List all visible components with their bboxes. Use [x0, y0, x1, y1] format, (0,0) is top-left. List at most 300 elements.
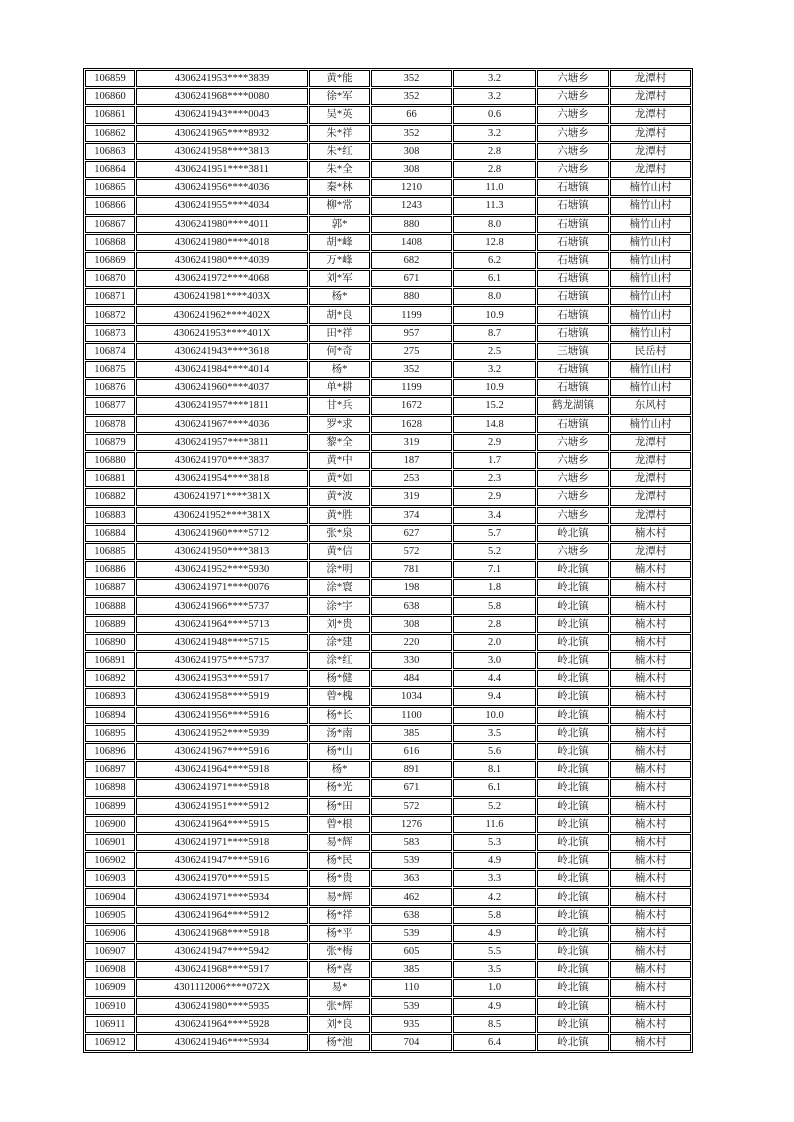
cell-name: 杨*平 [309, 925, 370, 942]
cell-serial: 106906 [85, 925, 135, 942]
table-row [85, 961, 691, 978]
cell-village: 民岳村 [610, 343, 691, 360]
cell-id-number: 4306241958****5919 [136, 688, 308, 705]
cell-town: 岭北镇 [537, 943, 609, 960]
table-row [85, 925, 691, 942]
table-row [85, 670, 691, 687]
cell-id-number: 4306241971****5918 [136, 779, 308, 796]
cell-serial: 106885 [85, 543, 135, 560]
cell-village: 楠竹山村 [610, 325, 691, 342]
cell-village: 楠木村 [610, 852, 691, 869]
cell-serial: 106899 [85, 798, 135, 815]
cell-amount: 319 [371, 488, 452, 505]
table-row [85, 470, 691, 487]
cell-area: 6.1 [453, 270, 536, 287]
cell-id-number: 4306241968****5918 [136, 925, 308, 942]
cell-id-number: 4306241952****381X [136, 507, 308, 524]
cell-id-number: 4306241964****5928 [136, 1016, 308, 1033]
cell-serial: 106873 [85, 325, 135, 342]
cell-id-number: 4306241971****381X [136, 488, 308, 505]
cell-serial: 106901 [85, 834, 135, 851]
cell-serial: 106898 [85, 779, 135, 796]
cell-amount: 1243 [371, 197, 452, 214]
cell-amount: 198 [371, 579, 452, 596]
cell-name: 杨* [309, 361, 370, 378]
cell-town: 六塘乡 [537, 143, 609, 160]
cell-id-number: 4306241968****0080 [136, 88, 308, 105]
cell-amount: 781 [371, 561, 452, 578]
cell-id-number: 4306241947****5916 [136, 852, 308, 869]
table-row [85, 707, 691, 724]
cell-amount: 671 [371, 270, 452, 287]
cell-id-number: 4306241947****5942 [136, 943, 308, 960]
cell-village: 楠木村 [610, 907, 691, 924]
cell-name: 杨*健 [309, 670, 370, 687]
cell-serial: 106910 [85, 998, 135, 1015]
cell-area: 10.9 [453, 306, 536, 323]
cell-amount: 880 [371, 216, 452, 233]
cell-village: 楠木村 [610, 616, 691, 633]
cell-id-number: 4306241980****5935 [136, 998, 308, 1015]
cell-amount: 638 [371, 907, 452, 924]
table-row [85, 234, 691, 251]
cell-name: 杨*池 [309, 1034, 370, 1051]
cell-town: 岭北镇 [537, 998, 609, 1015]
cell-area: 2.5 [453, 343, 536, 360]
cell-serial: 106894 [85, 707, 135, 724]
cell-amount: 308 [371, 143, 452, 160]
table-row [85, 779, 691, 796]
cell-village: 楠竹山村 [610, 361, 691, 378]
cell-area: 8.5 [453, 1016, 536, 1033]
cell-name: 曾*槐 [309, 688, 370, 705]
cell-serial: 106890 [85, 634, 135, 651]
cell-amount: 319 [371, 434, 452, 451]
cell-village: 楠木村 [610, 925, 691, 942]
table-row [85, 416, 691, 433]
cell-amount: 638 [371, 597, 452, 614]
cell-village: 楠木村 [610, 1034, 691, 1051]
cell-town: 三塘镇 [537, 343, 609, 360]
cell-name: 杨*田 [309, 798, 370, 815]
cell-amount: 484 [371, 670, 452, 687]
table-row [85, 907, 691, 924]
cell-id-number: 4306241971****5918 [136, 834, 308, 851]
cell-village: 楠木村 [610, 725, 691, 742]
cell-name: 杨*祥 [309, 907, 370, 924]
cell-serial: 106886 [85, 561, 135, 578]
cell-name: 罗*求 [309, 416, 370, 433]
cell-id-number: 4306241971****0076 [136, 579, 308, 596]
cell-serial: 106876 [85, 379, 135, 396]
cell-id-number: 4306241960****4037 [136, 379, 308, 396]
cell-village: 楠木村 [610, 998, 691, 1015]
cell-area: 2.0 [453, 634, 536, 651]
cell-serial: 106908 [85, 961, 135, 978]
cell-town: 石塘镇 [537, 306, 609, 323]
cell-id-number: 4306241964****5912 [136, 907, 308, 924]
cell-village: 楠木村 [610, 834, 691, 851]
cell-serial: 106892 [85, 670, 135, 687]
cell-town: 石塘镇 [537, 416, 609, 433]
table-row [85, 306, 691, 323]
table-row [85, 125, 691, 142]
cell-area: 11.3 [453, 197, 536, 214]
cell-area: 3.2 [453, 125, 536, 142]
cell-town: 石塘镇 [537, 216, 609, 233]
cell-area: 6.2 [453, 252, 536, 269]
cell-village: 龙潭村 [610, 488, 691, 505]
cell-name: 黄*如 [309, 470, 370, 487]
cell-name: 秦*林 [309, 179, 370, 196]
cell-village: 楠木村 [610, 652, 691, 669]
cell-serial: 106912 [85, 1034, 135, 1051]
table-row [85, 870, 691, 887]
cell-town: 六塘乡 [537, 106, 609, 123]
cell-village: 楠木村 [610, 707, 691, 724]
cell-name: 涂*寰 [309, 579, 370, 596]
cell-id-number: 4306241956****5916 [136, 707, 308, 724]
cell-area: 5.6 [453, 743, 536, 760]
cell-village: 楠竹山村 [610, 252, 691, 269]
cell-village: 楠竹山村 [610, 416, 691, 433]
cell-amount: 682 [371, 252, 452, 269]
table-row [85, 1016, 691, 1033]
cell-name: 刘*军 [309, 270, 370, 287]
cell-amount: 539 [371, 998, 452, 1015]
cell-amount: 627 [371, 525, 452, 542]
cell-name: 朱*祥 [309, 125, 370, 142]
cell-town: 鹤龙湖镇 [537, 397, 609, 414]
cell-id-number: 4306241984****4014 [136, 361, 308, 378]
cell-serial: 106884 [85, 525, 135, 542]
cell-town: 石塘镇 [537, 270, 609, 287]
cell-amount: 352 [371, 88, 452, 105]
cell-village: 龙潭村 [610, 106, 691, 123]
cell-serial: 106863 [85, 143, 135, 160]
cell-village: 龙潭村 [610, 434, 691, 451]
cell-amount: 330 [371, 652, 452, 669]
cell-id-number: 4306241964****5713 [136, 616, 308, 633]
cell-name: 刘*贵 [309, 616, 370, 633]
cell-name: 黄*能 [309, 70, 370, 87]
cell-amount: 935 [371, 1016, 452, 1033]
cell-town: 岭北镇 [537, 707, 609, 724]
table-row [85, 216, 691, 233]
cell-town: 岭北镇 [537, 852, 609, 869]
cell-area: 5.2 [453, 798, 536, 815]
cell-village: 楠木村 [610, 634, 691, 651]
cell-id-number: 4306241951****5912 [136, 798, 308, 815]
table-row [85, 743, 691, 760]
cell-id-number: 4306241980****4011 [136, 216, 308, 233]
cell-name: 黄*信 [309, 543, 370, 560]
cell-serial: 106909 [85, 979, 135, 996]
cell-amount: 1672 [371, 397, 452, 414]
cell-name: 甘*兵 [309, 397, 370, 414]
cell-village: 龙潭村 [610, 452, 691, 469]
cell-area: 3.3 [453, 870, 536, 887]
cell-area: 8.0 [453, 216, 536, 233]
cell-town: 六塘乡 [537, 452, 609, 469]
table-row [85, 979, 691, 996]
cell-area: 5.7 [453, 525, 536, 542]
cell-id-number: 4306241970****5915 [136, 870, 308, 887]
cell-village: 楠木村 [610, 979, 691, 996]
cell-town: 岭北镇 [537, 979, 609, 996]
cell-amount: 385 [371, 961, 452, 978]
cell-area: 8.7 [453, 325, 536, 342]
cell-area: 5.2 [453, 543, 536, 560]
table-row [85, 616, 691, 633]
cell-id-number: 4306241971****5934 [136, 888, 308, 905]
cell-id-number: 4306241952****5930 [136, 561, 308, 578]
cell-area: 3.5 [453, 725, 536, 742]
cell-name: 易*辉 [309, 888, 370, 905]
cell-village: 楠木村 [610, 761, 691, 778]
cell-amount: 110 [371, 979, 452, 996]
cell-amount: 572 [371, 543, 452, 560]
cell-amount: 880 [371, 288, 452, 305]
cell-village: 龙潭村 [610, 70, 691, 87]
cell-village: 龙潭村 [610, 88, 691, 105]
cell-town: 岭北镇 [537, 561, 609, 578]
cell-town: 岭北镇 [537, 688, 609, 705]
table-row [85, 634, 691, 651]
cell-village: 楠木村 [610, 943, 691, 960]
table-row [85, 852, 691, 869]
cell-serial: 106889 [85, 616, 135, 633]
cell-amount: 616 [371, 743, 452, 760]
table-row [85, 197, 691, 214]
cell-town: 岭北镇 [537, 925, 609, 942]
cell-town: 六塘乡 [537, 88, 609, 105]
cell-village: 楠木村 [610, 1016, 691, 1033]
cell-amount: 374 [371, 507, 452, 524]
cell-town: 岭北镇 [537, 743, 609, 760]
table-row [85, 597, 691, 614]
cell-village: 楠木村 [610, 888, 691, 905]
cell-amount: 539 [371, 925, 452, 942]
cell-town: 岭北镇 [537, 616, 609, 633]
cell-id-number: 4306241967****5916 [136, 743, 308, 760]
cell-town: 岭北镇 [537, 816, 609, 833]
cell-serial: 106907 [85, 943, 135, 960]
cell-name: 柳*常 [309, 197, 370, 214]
cell-name: 杨*贵 [309, 870, 370, 887]
cell-village: 楠竹山村 [610, 270, 691, 287]
cell-town: 石塘镇 [537, 252, 609, 269]
cell-name: 徐*军 [309, 88, 370, 105]
cell-town: 石塘镇 [537, 361, 609, 378]
cell-serial: 106881 [85, 470, 135, 487]
cell-area: 7.1 [453, 561, 536, 578]
cell-serial: 106902 [85, 852, 135, 869]
cell-area: 8.1 [453, 761, 536, 778]
cell-area: 10.9 [453, 379, 536, 396]
table-row [85, 70, 691, 87]
cell-town: 岭北镇 [537, 634, 609, 651]
cell-village: 楠木村 [610, 743, 691, 760]
table-row [85, 525, 691, 542]
cell-id-number: 4306241970****3837 [136, 452, 308, 469]
cell-town: 岭北镇 [537, 888, 609, 905]
cell-serial: 106877 [85, 397, 135, 414]
cell-area: 0.6 [453, 106, 536, 123]
cell-serial: 106866 [85, 197, 135, 214]
cell-serial: 106880 [85, 452, 135, 469]
cell-area: 6.1 [453, 779, 536, 796]
cell-serial: 106887 [85, 579, 135, 596]
cell-area: 2.3 [453, 470, 536, 487]
cell-name: 易*辉 [309, 834, 370, 851]
cell-area: 15.2 [453, 397, 536, 414]
cell-name: 胡*峰 [309, 234, 370, 251]
cell-id-number: 4306241967****4036 [136, 416, 308, 433]
cell-area: 5.3 [453, 834, 536, 851]
cell-id-number: 4306241980****4039 [136, 252, 308, 269]
cell-amount: 308 [371, 616, 452, 633]
cell-id-number: 4306241952****5939 [136, 725, 308, 742]
cell-name: 何*奇 [309, 343, 370, 360]
cell-town: 岭北镇 [537, 961, 609, 978]
cell-name: 涂*红 [309, 652, 370, 669]
cell-amount: 1199 [371, 306, 452, 323]
cell-area: 2.8 [453, 143, 536, 160]
table-body [85, 70, 691, 1051]
cell-area: 6.4 [453, 1034, 536, 1051]
cell-name: 易* [309, 979, 370, 996]
cell-amount: 1034 [371, 688, 452, 705]
cell-village: 楠竹山村 [610, 197, 691, 214]
recipient-table [83, 68, 693, 1053]
cell-name: 杨* [309, 761, 370, 778]
cell-name: 杨*喜 [309, 961, 370, 978]
cell-town: 石塘镇 [537, 325, 609, 342]
table-row [85, 106, 691, 123]
cell-serial: 106905 [85, 907, 135, 924]
cell-area: 3.0 [453, 652, 536, 669]
cell-town: 岭北镇 [537, 870, 609, 887]
table-row [85, 507, 691, 524]
cell-serial: 106896 [85, 743, 135, 760]
cell-town: 六塘乡 [537, 434, 609, 451]
cell-town: 石塘镇 [537, 179, 609, 196]
cell-amount: 187 [371, 452, 452, 469]
cell-id-number: 4306241972****4068 [136, 270, 308, 287]
cell-name: 曾*根 [309, 816, 370, 833]
cell-area: 11.0 [453, 179, 536, 196]
cell-serial: 106897 [85, 761, 135, 778]
cell-town: 六塘乡 [537, 70, 609, 87]
cell-village: 楠木村 [610, 870, 691, 887]
cell-area: 2.8 [453, 616, 536, 633]
cell-name: 汤*南 [309, 725, 370, 742]
cell-town: 岭北镇 [537, 779, 609, 796]
cell-town: 六塘乡 [537, 125, 609, 142]
cell-amount: 352 [371, 361, 452, 378]
cell-name: 朱*全 [309, 161, 370, 178]
cell-name: 朱*红 [309, 143, 370, 160]
cell-amount: 539 [371, 852, 452, 869]
cell-id-number: 4306241980****4018 [136, 234, 308, 251]
cell-id-number: 4306241946****5934 [136, 1034, 308, 1051]
cell-village: 龙潭村 [610, 125, 691, 142]
table-row [85, 725, 691, 742]
cell-name: 张*梅 [309, 943, 370, 960]
cell-village: 楠竹山村 [610, 379, 691, 396]
cell-serial: 106904 [85, 888, 135, 905]
table-row [85, 252, 691, 269]
cell-serial: 106870 [85, 270, 135, 287]
cell-serial: 106860 [85, 88, 135, 105]
cell-amount: 1408 [371, 234, 452, 251]
cell-name: 杨*长 [309, 707, 370, 724]
cell-serial: 106861 [85, 106, 135, 123]
cell-area: 2.8 [453, 161, 536, 178]
cell-amount: 583 [371, 834, 452, 851]
cell-area: 2.9 [453, 434, 536, 451]
cell-name: 杨*民 [309, 852, 370, 869]
cell-area: 1.8 [453, 579, 536, 596]
cell-town: 岭北镇 [537, 652, 609, 669]
cell-village: 楠木村 [610, 525, 691, 542]
cell-id-number: 4306241975****5737 [136, 652, 308, 669]
cell-serial: 106891 [85, 652, 135, 669]
cell-amount: 605 [371, 943, 452, 960]
cell-area: 3.2 [453, 70, 536, 87]
cell-village: 楠木村 [610, 670, 691, 687]
cell-town: 岭北镇 [537, 907, 609, 924]
table-row [85, 325, 691, 342]
table-row [85, 161, 691, 178]
cell-id-number: 4306241965****8932 [136, 125, 308, 142]
cell-village: 楠竹山村 [610, 234, 691, 251]
cell-amount: 308 [371, 161, 452, 178]
cell-area: 10.0 [453, 707, 536, 724]
cell-amount: 957 [371, 325, 452, 342]
table-row [85, 579, 691, 596]
cell-id-number: 4306241943****3618 [136, 343, 308, 360]
cell-area: 4.9 [453, 998, 536, 1015]
cell-town: 六塘乡 [537, 488, 609, 505]
table-row [85, 397, 691, 414]
cell-town: 石塘镇 [537, 197, 609, 214]
cell-id-number: 4306241964****5915 [136, 816, 308, 833]
table-row [85, 816, 691, 833]
cell-id-number: 4306241943****0043 [136, 106, 308, 123]
cell-serial: 106868 [85, 234, 135, 251]
cell-town: 六塘乡 [537, 507, 609, 524]
cell-town: 岭北镇 [537, 1016, 609, 1033]
cell-village: 龙潭村 [610, 470, 691, 487]
cell-amount: 1628 [371, 416, 452, 433]
cell-serial: 106859 [85, 70, 135, 87]
cell-serial: 106867 [85, 216, 135, 233]
cell-amount: 1210 [371, 179, 452, 196]
table-row [85, 143, 691, 160]
cell-area: 5.8 [453, 907, 536, 924]
table-row [85, 343, 691, 360]
cell-name: 黄*波 [309, 488, 370, 505]
cell-town: 六塘乡 [537, 161, 609, 178]
cell-amount: 66 [371, 106, 452, 123]
cell-town: 岭北镇 [537, 798, 609, 815]
cell-serial: 106893 [85, 688, 135, 705]
cell-id-number: 4306241966****5737 [136, 597, 308, 614]
cell-village: 楠木村 [610, 561, 691, 578]
table-row [85, 179, 691, 196]
